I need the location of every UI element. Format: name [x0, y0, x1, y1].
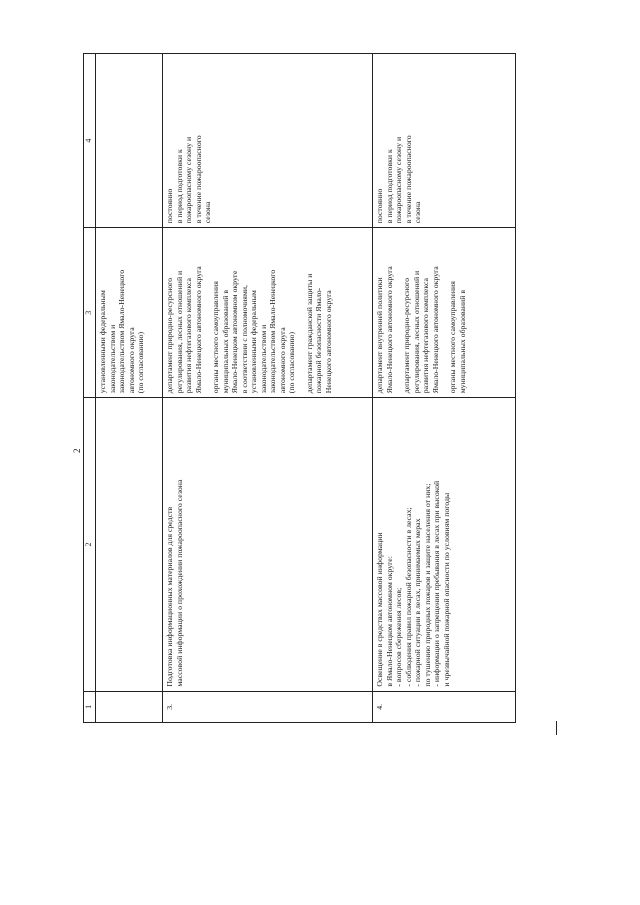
text-line: установленными федеральным [98, 290, 107, 394]
text-line: в соответствии с полномочиями, [239, 285, 249, 394]
text-line: - вопросов сбережения лесов; [394, 587, 403, 687]
text-line: сезона [413, 201, 422, 224]
row-number: 4. [373, 691, 516, 722]
text-line: - информации о запрещении пребывания в лесах при высокой [432, 480, 441, 687]
text-line: законодательством и [107, 324, 117, 394]
text-line: Подготовка информационных материалов для средств [165, 506, 174, 687]
text-line: Ненецкого автономного округа [323, 290, 333, 394]
text-line: муниципальных образований в [457, 289, 467, 394]
text-line: автономного округа [126, 327, 136, 394]
paragraph-gap [297, 232, 305, 393]
text-line: пожароопасному сезону и [394, 136, 403, 224]
text-line: Ямало-Ненецком автономном округе [230, 270, 239, 394]
table-row [163, 54, 373, 723]
text-line: регулирования, лесных отношений и [411, 270, 421, 394]
text-line: органы местного самоуправления [211, 281, 220, 394]
header-col-3: 3 [84, 228, 96, 398]
page-number: 2 [72, 448, 82, 453]
table-row [373, 54, 516, 723]
paragraph-gap [203, 232, 211, 393]
text-line: - соблюдения правил пожарной безопасности в лесах; [403, 507, 413, 687]
text-line: регулирования, лесных отношений и [174, 270, 184, 394]
text-line: органы местного самоуправления [448, 281, 457, 394]
measure-cell [373, 398, 516, 691]
paragraph-gap [394, 232, 402, 393]
header-col-1: 1 [84, 691, 96, 722]
text-line: департамент природно-ресурсного [165, 277, 174, 394]
plan-table [83, 53, 516, 723]
text-line: по тушению природных пожаров и защите населения от них; [422, 483, 432, 687]
text-line: (по согласованию) [136, 331, 145, 394]
header-col-2: 2 [84, 398, 96, 691]
text-line: постоянно [165, 188, 174, 224]
text-line: Ямало-Ненецкого автономного округа [384, 266, 394, 394]
table-header-row [84, 54, 96, 723]
text-line: массовой информации о прохождении пожароопасного сезона [174, 479, 184, 687]
paragraph-gap [440, 232, 448, 393]
text-line: пожарной безопасности Ямало- [314, 287, 323, 394]
row-number [96, 691, 163, 722]
text-line: сезона [203, 201, 212, 224]
deadline-cell [373, 54, 516, 228]
text-line: департамент внутренней политики [375, 277, 384, 394]
text-line: - пожарной ситуации в лесах, принимаемых мерах [413, 518, 422, 687]
text-line: пожароопасному сезону и [184, 136, 193, 224]
executors-cell [373, 228, 516, 398]
text-line: (по согласованию) [287, 331, 296, 394]
text-line: развития нефтегазового комплекса [421, 278, 430, 394]
text-line: Освещение в средствах массовой информации [375, 532, 384, 687]
text-line: в период подготовки к [384, 149, 394, 224]
text-line: законодательством Ямало-Ненецкого [117, 269, 126, 394]
header-col-4: 4 [84, 54, 96, 228]
text-line: в течение пожароопасного [403, 135, 413, 224]
text-line: департамент природно-ресурсного [402, 277, 411, 394]
table-row [96, 54, 163, 723]
text-line: законодательством Ямало-Ненецкого [268, 269, 277, 394]
row-number: 3. [163, 691, 373, 722]
text-line: развития нефтегазового комплекса [184, 278, 193, 394]
text-line: Ямало-Ненецкого автономного округа [430, 266, 440, 394]
text-line: в Ямало-Ненецком автономном округе: [384, 556, 394, 687]
text-line: департамент гражданской защиты и [304, 273, 314, 394]
text-line: в период подготовки к [174, 149, 184, 224]
text-line: и чрезвычайной пожарной опасности по условиям погоды [441, 492, 451, 687]
deadline-cell [96, 54, 163, 228]
text-line: законодательством и [258, 324, 268, 394]
measure-cell [96, 398, 163, 691]
table-continuation-line [556, 721, 557, 735]
measure-cell [163, 398, 373, 691]
text-line: постоянно [375, 188, 384, 224]
text-line: Ямало-Ненецкого автономного округа [193, 266, 203, 394]
executors-cell [96, 228, 163, 398]
executors-cell [163, 228, 373, 398]
deadline-cell [163, 54, 373, 228]
text-line: автономного округа [277, 327, 287, 394]
text-line: в течение пожароопасного [193, 135, 203, 224]
text-line: установленными федеральным [249, 290, 258, 394]
text-line: муниципальных образований в [220, 289, 230, 394]
